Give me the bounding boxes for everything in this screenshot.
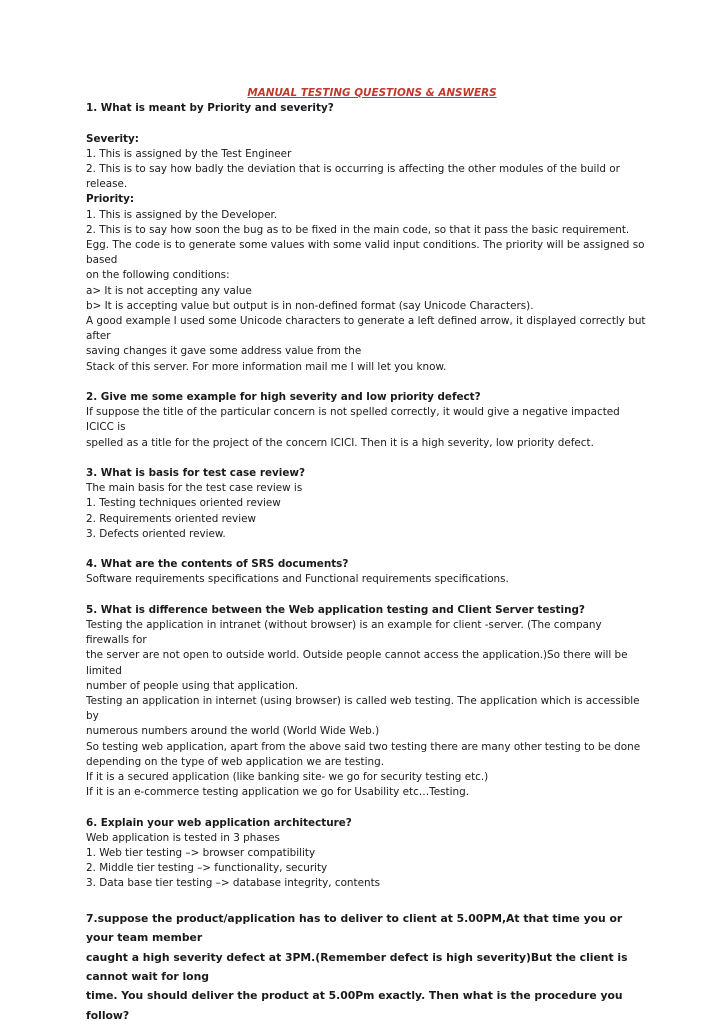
answer-line: 2. This is to say how badly the deviation that is occurring is affecting the other modules of the build or release. (86, 163, 620, 191)
answer-line: Web application is tested in 3 phases (86, 831, 280, 844)
answer-line: 1. Testing techniques oriented review (86, 497, 281, 510)
answer-line: 2. Requirements oriented review (86, 512, 256, 525)
priority-heading: Priority: (86, 193, 135, 206)
answer-line: 3. Defects oriented review. (86, 527, 226, 540)
answer-line: depending on the type of web application we are testing. (86, 755, 384, 768)
answer-line: If it is a secured application (like banking site- we go for security testing etc.) (86, 771, 489, 784)
document-page (86, 86, 646, 1025)
question-7-line: caught a high severity defect at 3PM.(Remember defect is high severity)But the client is cannot wait for long (86, 950, 628, 984)
answer-line: the server are not open to outside world. Outside people cannot access the application.)So there will be limited (86, 649, 628, 677)
question-3: 3. What is basis for test case review? (86, 467, 305, 480)
question-7-line: time. You should deliver the product at 5.00Pm exactly. Then what is the procedure you follow? (86, 989, 623, 1022)
answer-line: The main basis for the test case review is (86, 482, 303, 495)
answer-line: Software requirements specifications and Functional requirements specifications. (86, 573, 509, 586)
answer-line: a> It is not accepting any value (86, 284, 252, 297)
answer-line: Stack of this server. For more information mail me I will let you know. (86, 360, 447, 373)
answer-line: numerous numbers around the world (World Wide Web.) (86, 725, 380, 738)
answer-line: 2. Middle tier testing –> functionality, security (86, 862, 328, 875)
question-6: 6. Explain your web application architecture? (86, 816, 352, 829)
answer-line: 3. Data base tier testing –> database integrity, contents (86, 877, 381, 890)
answer-line: 1. This is assigned by the Test Engineer (86, 147, 292, 160)
answer-line: If suppose the title of the particular concern is not spelled correctly, it would give a negative impacted ICICC is (86, 406, 620, 434)
answer-line: on the following conditions: (86, 269, 230, 282)
answer-line: If it is an e-commerce testing application we go for Usability etc…Testing. (86, 786, 470, 799)
question-2: 2. Give me some example for high severity and low priority defect? (86, 391, 481, 404)
answer-line: 2. This is to say how soon the bug as to be fixed in the main code, so that it pass the basic requirement. (86, 223, 630, 236)
answer-line: A good example I used some Unicode characters to generate a left defined arrow, it displayed correctly but after (86, 315, 646, 343)
answer-line: saving changes it gave some address value from the (86, 345, 362, 358)
answer-line: number of people using that application. (86, 679, 299, 692)
answer-line: Egg. The code is to generate some values with some valid input conditions. The priority will be assigned so based (86, 239, 645, 267)
answer-line: So testing web application, apart from the above said two testing there are many other testing to be done (86, 740, 641, 753)
answer-line: 1. Web tier testing –> browser compatibility (86, 847, 316, 860)
question-7 (86, 909, 646, 1025)
question-7-line: 7.suppose the product/application has to deliver to client at 5.00PM,At that time you or your team member (86, 911, 623, 945)
answer-line: b> It is accepting value but output is in non-defined format (say Unicode Characters). (86, 299, 534, 312)
question-1: 1. What is meant by Priority and severity? (86, 102, 334, 115)
spacer (86, 542, 646, 557)
answer-line: Testing an application in internet (using browser) is called web testing. The application which is accessible by (86, 695, 640, 723)
question-4: 4. What are the contents of SRS documents? (86, 558, 349, 571)
spacer (86, 451, 646, 466)
spacer (86, 892, 646, 907)
answer-line: 1. This is assigned by the Developer. (86, 208, 278, 221)
spacer (86, 116, 646, 131)
question-5: 5. What is difference between the Web application testing and Client Server testing? (86, 603, 585, 616)
answer-line: Testing the application in intranet (without browser) is an example for client -server. (The company firewalls for (86, 619, 602, 647)
answer-line: spelled as a title for the project of the concern ICICI. Then it is a high severity, low priority defect. (86, 436, 594, 449)
spacer (86, 588, 646, 603)
spacer (86, 800, 646, 815)
spacer (86, 375, 646, 390)
severity-heading: Severity: (86, 132, 139, 145)
document-title: MANUAL TESTING QUESTIONS & ANSWERS (247, 87, 497, 99)
